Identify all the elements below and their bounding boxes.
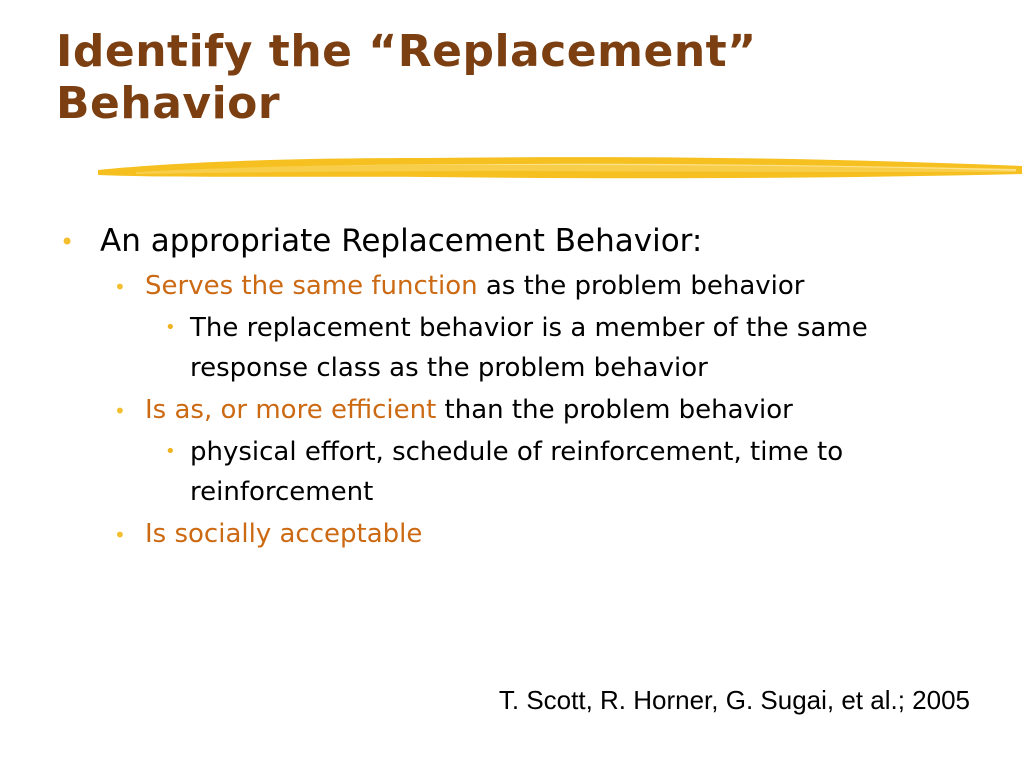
bullet-highlight: Serves the same function — [145, 271, 478, 301]
bullet-item-effort-details — [58, 432, 988, 512]
slide-body — [58, 218, 988, 554]
bullet-item-serves-function — [58, 266, 988, 306]
bullet-item-socially-acceptable — [58, 514, 988, 554]
bullet-text: An appropriate Replacement Behavior: — [100, 223, 703, 259]
bullet-highlight: Is as, or more efficient — [145, 395, 437, 425]
bullet-item-efficient — [58, 390, 988, 430]
bullet-text: physical effort, schedule of reinforcement, time to reinforcement — [190, 437, 844, 507]
citation: T. Scott, R. Horner, G. Sugai, et al.; 2005 — [498, 685, 970, 715]
bullet-icon: • — [114, 275, 126, 299]
bullet-text: The replacement behavior is a member of the same response class as the problem behavior — [190, 313, 868, 383]
bullet-icon: • — [165, 441, 176, 462]
bullet-icon: • — [60, 228, 75, 256]
bullet-icon: • — [165, 317, 176, 338]
slide-title-line-2: Behavior — [56, 78, 281, 129]
bullet-text: as the problem behavior — [477, 271, 805, 301]
bullet-icon: • — [114, 523, 126, 547]
bullet-highlight: Is socially acceptable — [145, 519, 423, 549]
bullet-item-main — [58, 218, 988, 264]
slide-title-line-1: Identify the “Replacement” — [56, 26, 757, 77]
yellow-brush-stroke-icon — [96, 144, 1024, 192]
bullet-icon: • — [114, 399, 126, 423]
bullet-text: than the problem behavior — [436, 395, 793, 425]
slide-title — [56, 26, 986, 130]
bullet-item-response-class — [58, 308, 988, 388]
